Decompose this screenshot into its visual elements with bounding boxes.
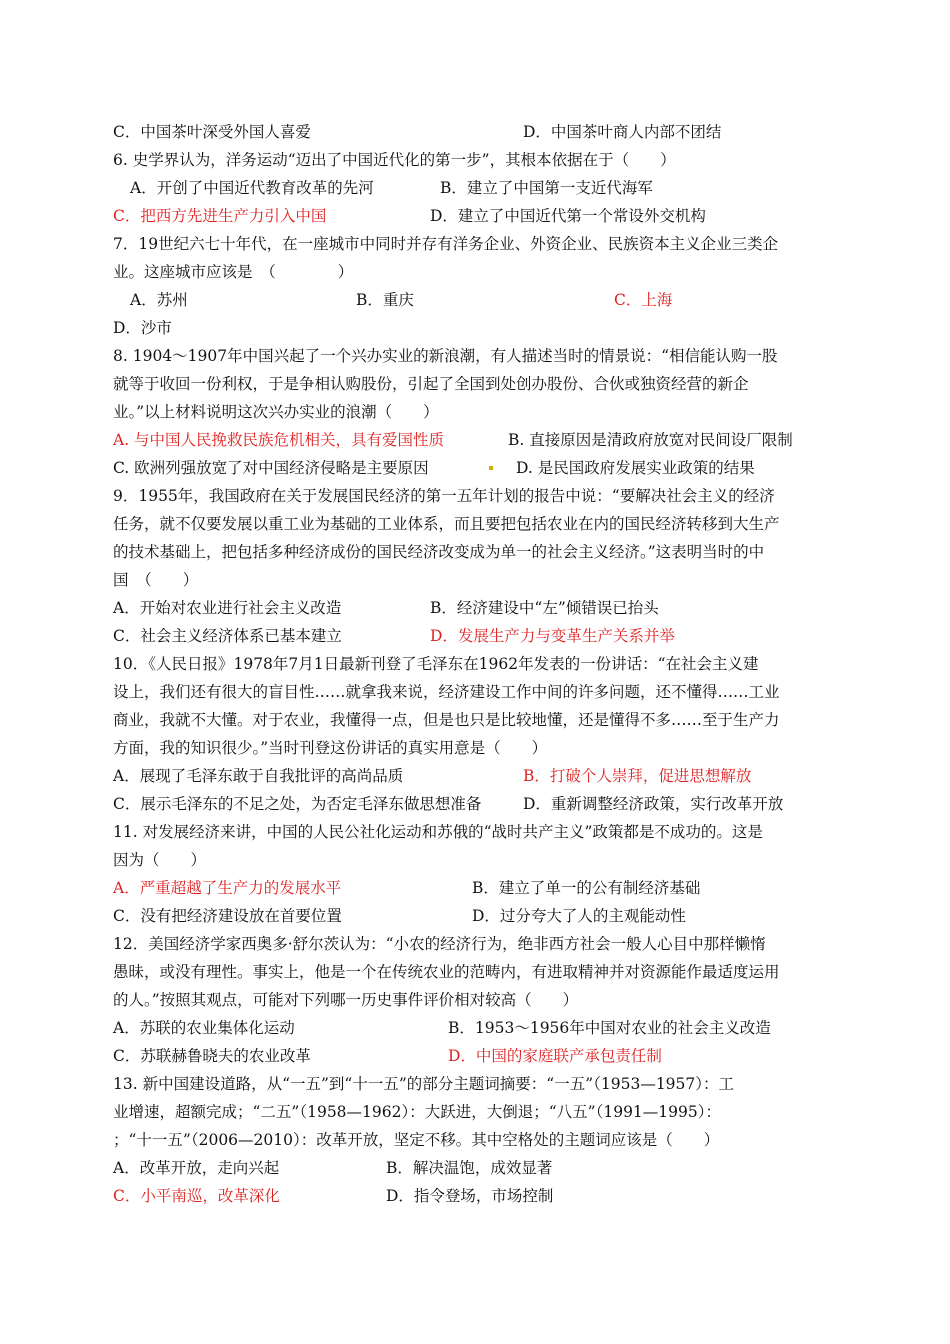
question-text-line: C．中国茶叶深受外国人喜爱 bbox=[113, 123, 311, 141]
answer-option-highlighted: A．严重超越了生产力的发展水平 bbox=[113, 879, 342, 897]
question-text-line: 8. 1904～1907年中国兴起了一个兴办实业的新浪潮，有人描述当时的情景说：“相信能认购一股 bbox=[113, 347, 778, 365]
question-text-line: B．建立了单一的公有制经济基础 bbox=[472, 879, 701, 897]
question-text-line: 的技术基础上，把包括多种经济成份的国民经济改变成为单一的社会主义经济。”这表明当时的中 bbox=[113, 543, 765, 561]
question-text-line: 7．19世纪六七十年代，在一座城市中同时并存有洋务企业、外资企业、民族资本主义企业三类企 bbox=[113, 235, 779, 253]
question-text-line: D. 是民国政府发展实业政策的结果 bbox=[516, 459, 755, 477]
question-text-line: 方面，我的知识很少。”当时刊登这份讲话的真实用意是（ ） bbox=[113, 739, 548, 757]
question-text-line: 国 （ ） bbox=[113, 571, 199, 589]
question-text-line: C．苏联赫鲁晓夫的农业改革 bbox=[113, 1047, 311, 1065]
question-text-line: 愚昧，或没有理性。事实上，他是一个在传统农业的范畴内，有进取精神并对资源能作最适度运用 bbox=[113, 963, 780, 981]
answer-option-highlighted: D．中国的家庭联产承包责任制 bbox=[448, 1047, 662, 1065]
question-text-line: A．改革开放，走向兴起 bbox=[113, 1159, 280, 1177]
question-text-line: D．沙市 bbox=[113, 319, 172, 337]
question-text-line: 商业，我就不大懂。对于农业，我懂得一点，但是也只是比较地懂，还是懂得不多……至于生产力 bbox=[113, 711, 780, 729]
question-text-line: D．建立了中国近代第一个常设外交机构 bbox=[430, 207, 706, 225]
answer-option-highlighted: D．发展生产力与变革生产关系并举 bbox=[430, 627, 675, 645]
answer-option-highlighted: C．小平南巡，改革深化 bbox=[113, 1187, 280, 1205]
question-text-line: 的人。”按照其观点，可能对下列哪一历史事件评价相对较高（ ） bbox=[113, 991, 579, 1009]
question-text-line: 因为（ ） bbox=[113, 851, 207, 869]
question-text-line: 11. 对发展经济来讲，中国的人民公社化运动和苏俄的“战时共产主义”政策都是不成功的。这是 bbox=[113, 823, 763, 841]
stray-mark bbox=[489, 466, 493, 470]
question-text-line: C．展示毛泽东的不足之处，为否定毛泽东做思想准备 bbox=[113, 795, 482, 813]
question-text-line: A．苏联的农业集体化运动 bbox=[113, 1019, 295, 1037]
question-text-line: 业。这座城市应该是 （ ） bbox=[113, 263, 354, 281]
question-text-line: D．中国茶叶商人内部不团结 bbox=[523, 123, 722, 141]
question-text-line: A．开始对农业进行社会主义改造 bbox=[113, 599, 342, 617]
question-text-line: A．苏州 bbox=[130, 291, 188, 309]
question-text-line: B．1953～1956年中国对农业的社会主义改造 bbox=[448, 1019, 771, 1037]
question-text-line: C．没有把经济建设放在首要位置 bbox=[113, 907, 342, 925]
question-text-line: A．展现了毛泽东敢于自我批评的高尚品质 bbox=[113, 767, 404, 785]
question-text-line: 设上，我们还有很大的盲目性……就拿我来说，经济建设工作中间的许多问题，还不懂得……工业 bbox=[113, 683, 780, 701]
question-text-line: 业。”以上材料说明这次兴办实业的浪潮（ ） bbox=[113, 403, 439, 421]
question-text-line: 9．1955年，我国政府在关于发展国民经济的第一五年计划的报告中说：“要解决社会主义的经济 bbox=[113, 487, 775, 505]
question-text-line: 12．美国经济学家西奥多·舒尔茨认为：“小农的经济行为，绝非西方社会一般人心目中那样懒惰 bbox=[113, 935, 766, 953]
question-text-line: 任务，就不仅要发展以重工业为基础的工业体系，而且要把包括农业在内的国民经济转移到大生产 bbox=[113, 515, 780, 533]
question-text-line: B．解决温饱，成效显著 bbox=[386, 1159, 553, 1177]
question-text-line: D．过分夸大了人的主观能动性 bbox=[472, 907, 686, 925]
question-text-line: 业增速，超额完成；“二五”（1958—1962）：大跃进，大倒退；“八五”（1991—1995）： bbox=[113, 1103, 721, 1121]
question-text-line: D．重新调整经济政策，实行改革开放 bbox=[523, 795, 784, 813]
question-text-line: ；“十一五”（2006—2010）：改革开放，坚定不移。其中空格处的主题词应该是（ ） bbox=[113, 1131, 720, 1149]
question-text-line: 10．《人民日报》1978年7月1日最新刊登了毛泽东在1962年发表的一份讲话：“在社会主义建 bbox=[113, 655, 759, 673]
question-text-line: B. 直接原因是清政府放宽对民间设厂限制 bbox=[508, 431, 793, 449]
question-text-line: A．开创了中国近代教育改革的先河 bbox=[130, 179, 374, 197]
question-text-line: 6. 史学界认为，洋务运动“迈出了中国近代化的第一步”，其根本依据在于（ ） bbox=[113, 151, 676, 169]
answer-option-highlighted: C．把西方先进生产力引入中国 bbox=[113, 207, 327, 225]
question-text-line: 就等于收回一份利权，于是争相认购股份，引起了全国到处创办股份、合伙或独资经营的新企 bbox=[113, 375, 749, 393]
question-text-line: D．指令登场，市场控制 bbox=[386, 1187, 554, 1205]
question-text-line: C. 欧洲列强放宽了对中国经济侵略是主要原因 bbox=[113, 459, 429, 477]
answer-option-highlighted: A. 与中国人民挽救民族危机相关，具有爱国性质 bbox=[113, 431, 445, 449]
answer-option-highlighted: C．上海 bbox=[614, 291, 673, 309]
question-text-line: C．社会主义经济体系已基本建立 bbox=[113, 627, 342, 645]
question-text-line: 13. 新中国建设道路，从“一五”到“十一五”的部分主题词摘要：“一五”（1953—1957）：工 bbox=[113, 1075, 735, 1093]
question-text-line: B．建立了中国第一支近代海军 bbox=[440, 179, 653, 197]
question-text-line: B．重庆 bbox=[356, 291, 414, 309]
question-text-line: B．经济建设中“左”倾错误已抬头 bbox=[430, 599, 659, 617]
answer-option-highlighted: B．打破个人崇拜，促进思想解放 bbox=[523, 767, 752, 785]
